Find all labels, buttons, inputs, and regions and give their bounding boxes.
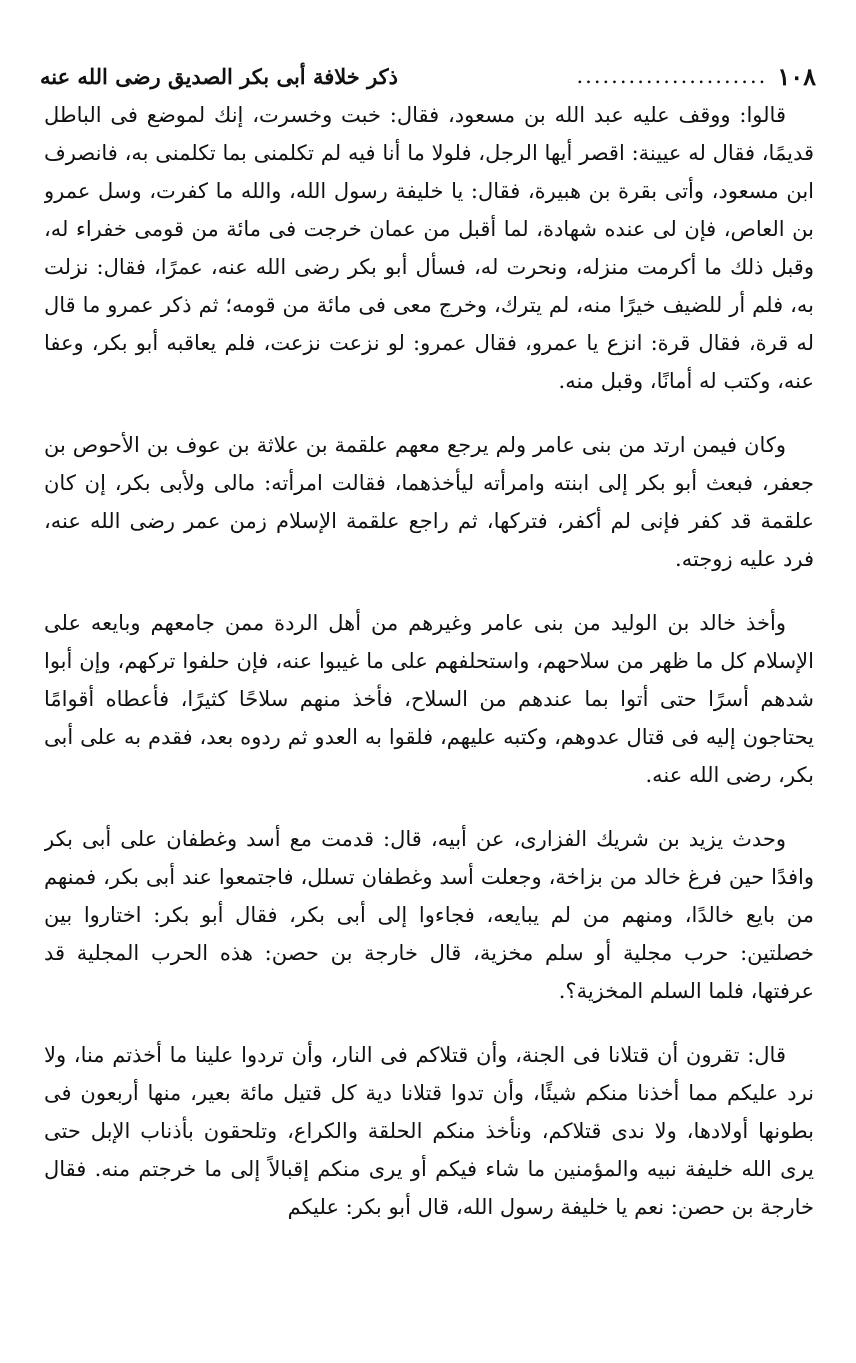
paragraph-5: قال: تقرون أن قتلانا فى الجنة، وأن قتلاكم فى النار، وأن تردوا علينا ما أخذتم منا، ولا نرد عليكم مما أخذنا منكم شيئًا، وأن تدوا قتلانا دية كل قتيل مائة بعير، منها أربعون فى بطونها أولادها، ولا ندى قتلاكم، ونأخذ منكم الحلقة والكراع، وتلحقون بأذناب الإبل حتى يرى الله خليفة نبيه والمؤمنين ما شاء فيكم أو يرى منكم إقبالاً إلى ما خرجتم منه. فقال خارجة بن حصن: نعم يا خليفة رسول الله، قال أبو بكر: عليكم [44,1043,814,1219]
paragraph-4: وحدث يزيد بن شريك الفزارى، عن أبيه، قال: قدمت مع أسد وغطفان على أبى بكر وافدًا حين فرغ خالد من بزاخة، وجعلت أسد وغطفان تسلل، فاجتمعوا عند أبى بكر، فمنهم من بايع خالدًا، ومنهم من لم يبايعه، فجاءوا إلى أبى بكر، فقال أبو بكر: اختاروا بين خصلتين: حرب مجلية أو سلم مخزية، قال خارجة بن حصن: هذه الحرب المجلية قد عرفتها، فلما السلم المخزية؟. [44,827,814,1003]
header-dot-leader: ...................... [576,64,768,88]
running-title: ذكر خلافة أبى بكر الصديق رضى الله عنه [40,63,399,89]
paragraph-1: قالوا: ووقف عليه عبد الله بن مسعود، فقال: خبت وخسرت، إنك لموضع فى الباطل قديمًا، فقال له عيينة: اقصر أيها الرجل، فلولا ما أنا فيه لم تكلمنى بما تكلمنى به، فانصرف ابن مسعود، وأتى بقرة بن هبيرة، فقال: يا خليفة رسول الله، والله ما كفرت، وسل عمرو بن العاص، فإن لى عنده شهادة، لما أقبل من عمان خرجت فى مائة من قومى خفراء له، وقبل ذلك ما أكرمت منزله، ونحرت له، فسأل أبو بكر رضى الله عنه، عمرًا، فقال: نزلت به، فلم أر للضيف خيرًا منه، لم يترك، وخرج معى فى مائة من قومه؛ ثم ذكر عمرو ما قال له قرة، فقال قرة: انزع يا عمرو، فقال عمرو: لو نزعت نزعت، فلم يعاقبه أبو بكر، وعفا عنه، وكتب له أمانًا، وقبل منه. [44,103,814,393]
page-number: ١٠٨ [777,61,816,91]
page-header [40,56,816,96]
paragraph-2: وكان فيمن ارتد من بنى عامر ولم يرجع معهم علقمة بن علاثة بن عوف بن الأحوص بن جعفر، فبعث أبو بكر إلى ابنته وامرأته ليأخذهما، فقالت امرأته: مالى ولأبى بكر، إن كان علقمة قد كفر فإنى لم أكفر، فتركها، ثم راجع علقمة الإسلام زمن عمر رضى الله عنه، فرد عليه زوجته. [44,433,814,571]
paragraph-3: وأخذ خالد بن الوليد من بنى عامر وغيرهم من أهل الردة ممن جامعهم وبايعه على الإسلام كل ما ظهر من سلاحهم، واستحلفهم على ما غيبوا عنه، فإن حلفوا تركهم، وإن أبوا شدهم أسرًا حتى أتوا بما عندهم من السلاح، فأخذ منهم سلاحًا كثيرًا، فأعطاه أقوامًا يحتاجون إليه فى قتال عدوهم، وكتبه عليهم، فلقوا به العدو ثم ردوه بعد، فقدم به على أبى بكر، رضى الله عنه. [44,611,814,787]
body-text [44,96,814,1355]
